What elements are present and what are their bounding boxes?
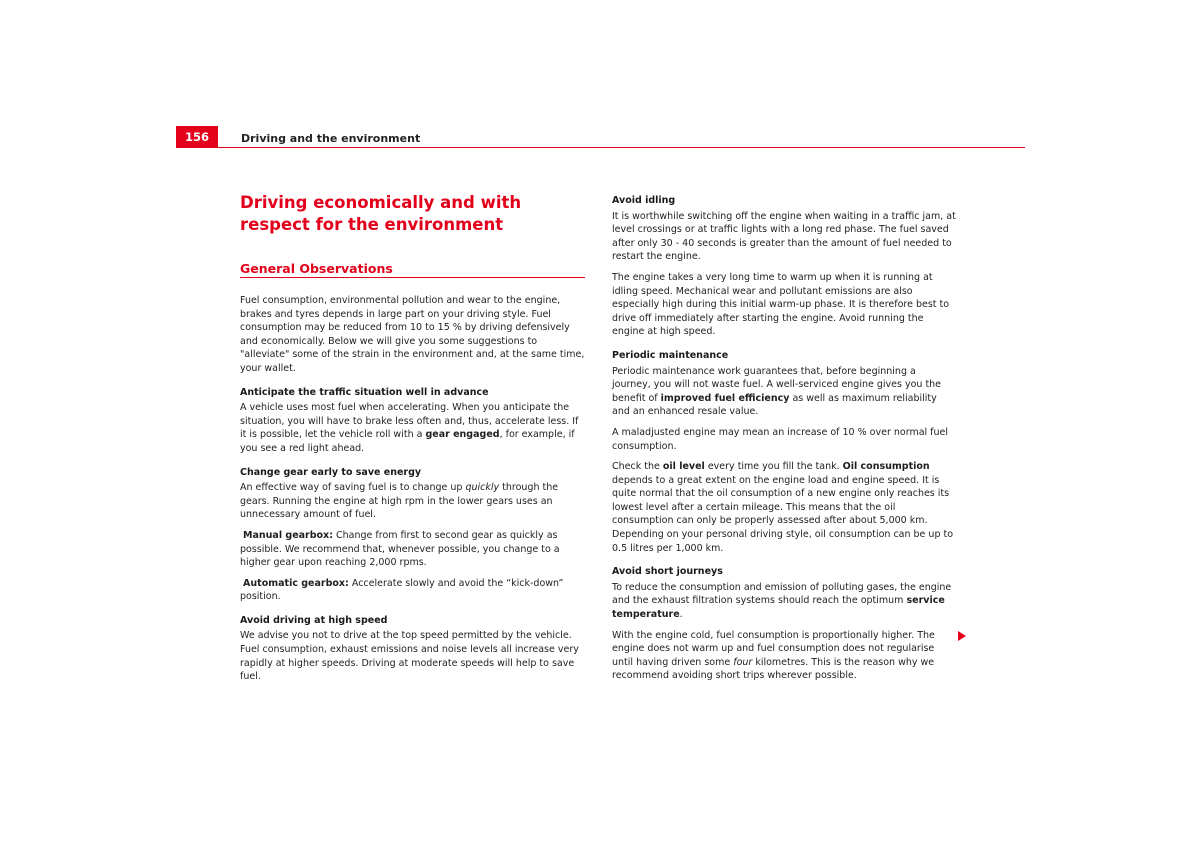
idling-paragraph-1: It is worthwhile switching off the engine when waiting in a traffic jam, at level crossings or at traffic lights with a long red phase. The fuel saved after only 30 - 40 seconds is greater than the amount of fuel needed to restart the engine.: [612, 210, 956, 263]
maintenance-text-3b: every time you fill the tank.: [704, 461, 843, 473]
gear-italic: quickly: [465, 482, 500, 494]
anticipate-text-2: , for example, if you see a red light ahead.: [240, 429, 575, 454]
maintenance-text-3c: depends to a great extent on the engine load and engine speed. It is quite normal that the oil consumption of a new engine only reaches its lowest level after a certain mileage. This means that the oil consumption can only be properly assessed after about 5,000 km. Depending on your personal driving style, oil consumption can be up to 0.5 litres per 1,000 km.: [612, 474, 954, 554]
maintenance-paragraph-2: A maladjusted engine may mean an increase of 10 % over normal fuel consumption.: [612, 426, 949, 452]
section-title: General Observations: [240, 261, 585, 278]
oil-consumption-bold: Oil consumption: [842, 461, 930, 473]
oil-level-bold: oil level: [662, 461, 705, 473]
page-number-badge: [176, 126, 218, 148]
automatic-gearbox-paragraph: [240, 577, 585, 604]
manual-gearbox-paragraph: [240, 529, 585, 570]
maintenance-paragraph-3: [612, 460, 957, 555]
continue-arrow-icon: [958, 631, 966, 641]
manual-gearbox-label: Manual gearbox:: [243, 529, 333, 541]
idling-heading: Avoid idling: [612, 195, 676, 206]
maintenance-text-1a: Periodic maintenance work guarantees that, before beginning a journey, you will not waste fuel. A well-serviced engine gives you the benefit of: [612, 365, 942, 404]
page-number: 156: [184, 130, 209, 144]
service-temperature-bold: service temperature: [612, 595, 945, 621]
anticipate-bold: gear engaged: [425, 429, 500, 441]
automatic-gearbox-text: Accelerate slowly and avoid the “kick-down” position.: [240, 577, 564, 603]
maintenance-paragraph-1: [612, 365, 957, 419]
idling-paragraph-2: The engine takes a very long time to warm up when it is running at idling speed. Mechanical wear and pollutant emissions are also especially high during this initial warm-up phase. It is therefore best to drive off immediately after starting the engine. Avoid running the engine at high speed.: [612, 271, 950, 338]
gear-text-2: through the gears. Running the engine at high rpm in the lower gears uses an unnecessary amount of fuel.: [240, 482, 559, 521]
short-text-1b: .: [679, 609, 683, 621]
maintenance-bold-1: improved fuel efficiency: [660, 392, 790, 404]
right-column: [612, 194, 957, 690]
maintenance-heading: Periodic maintenance: [612, 349, 729, 361]
intro-paragraph: Fuel consumption, environmental pollution and wear to the engine, brakes and tyres depends in large part on your driving style. Fuel consumption may be reduced from 10 to 15 % by driving defensively and economically. Below we will give you some suggestions to "alleviate" some of the strain in the environment and, at the same time, your wallet.: [240, 295, 585, 374]
maintenance-text-1b: as well as maximum reliability and an enhanced resale value.: [612, 392, 937, 418]
maintenance-text-3a: Check the: [612, 461, 663, 473]
speed-heading: Avoid driving at high speed: [240, 614, 388, 626]
short-journeys-heading: Avoid short journeys: [612, 566, 723, 578]
left-column: [240, 192, 585, 691]
header-rule: [218, 147, 1025, 148]
short-italic: four: [733, 656, 753, 668]
short-journeys-paragraph-1: [612, 581, 957, 622]
anticipate-heading: Anticipate the traffic situation well in advance: [240, 386, 489, 398]
page-title: Driving economically and with respect for the environment: [240, 193, 522, 234]
chapter-title: Driving and the environment: [241, 132, 421, 145]
short-journeys-paragraph-2: [612, 629, 957, 683]
anticipate-text-1: A vehicle uses most fuel when accelerating. When you anticipate the situation, you will have to brake less often and, thus, accelerate less. If it is possible, let the vehicle roll with a: [240, 402, 579, 441]
speed-paragraph: We advise you not to drive at the top speed permitted by the vehicle. Fuel consumption, exhaust emissions and noise levels all increase very rapidly at higher speeds. Driving at moderate speeds will help to save fuel.: [240, 630, 579, 683]
gear-heading: Change gear early to save energy: [240, 466, 422, 478]
short-text-2b: kilometres. This is the reason why we recommend avoiding short trips wherever possible.: [612, 656, 935, 682]
short-text-2a: With the engine cold, fuel consumption is proportionally higher. The engine does not warm up and fuel consumption does not regularise until having driven some: [612, 629, 935, 668]
gear-paragraph: [240, 481, 585, 522]
manual-gearbox-text: Change from first to second gear as quickly as possible. We recommend that, whenever possible, you change to a higher gear upon reaching 2,000 rpms.: [240, 529, 560, 569]
short-text-1a: To reduce the consumption and emission of polluting gases, the engine and the exhaust filtration systems should reach the optimum: [612, 581, 952, 607]
anticipate-paragraph: [240, 401, 585, 455]
automatic-gearbox-label: Automatic gearbox:: [243, 577, 349, 589]
gear-text-1: An effective way of saving fuel is to change up: [240, 482, 466, 494]
